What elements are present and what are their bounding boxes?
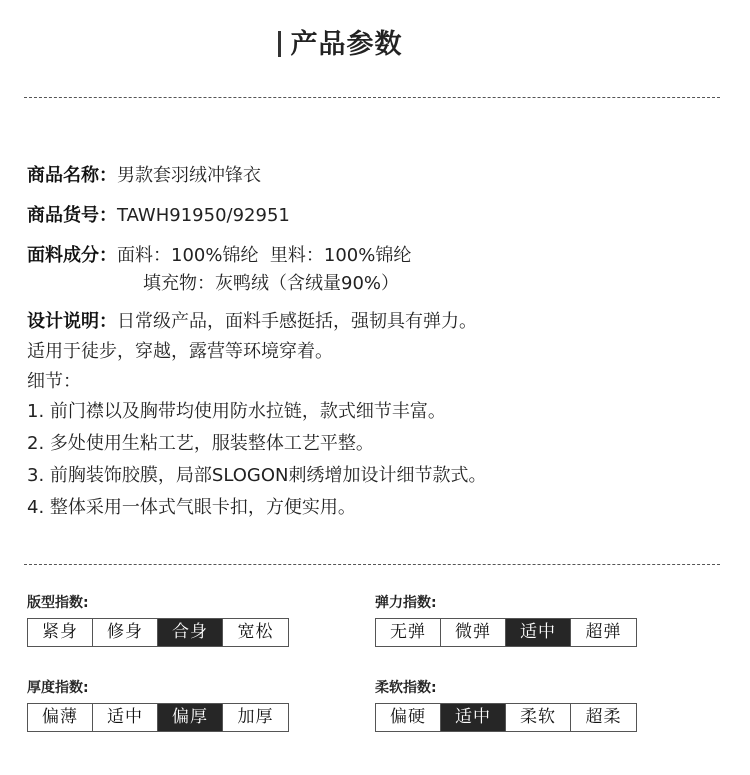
softness-index-scale — [375, 703, 637, 732]
fill-row: 填充物：灰鸭绒（含绒量90%） — [143, 273, 400, 294]
elasticity-option: 无弹 — [376, 619, 441, 646]
product-sku-value: TAWH91950/92951 — [117, 205, 290, 226]
elasticity-option: 适中 — [506, 619, 571, 646]
thickness-option: 偏薄 — [28, 704, 93, 731]
fit-option: 紧身 — [28, 619, 93, 646]
softness-option: 偏硬 — [376, 704, 441, 731]
thickness-index-label: 厚度指数: — [27, 680, 89, 696]
page-title-text: 产品参数 — [290, 29, 403, 60]
product-name-key: 商品名称： — [27, 165, 117, 186]
title-bar — [278, 31, 281, 57]
elasticity-option: 微弹 — [441, 619, 506, 646]
product-name-row — [27, 164, 261, 188]
fit-index-label: 版型指数: — [27, 595, 89, 611]
softness-index-label: 柔软指数: — [375, 680, 437, 696]
detail-item: 4. 整体采用一体式气眼卡扣，方便实用。 — [27, 497, 356, 518]
thickness-option: 偏厚 — [158, 704, 223, 731]
elasticity-index-label: 弹力指数: — [375, 595, 437, 611]
top-divider — [24, 97, 720, 98]
design-row — [27, 310, 477, 334]
product-sku-key: 商品货号： — [27, 205, 117, 226]
detail-item: 1. 前门襟以及胸带均使用防水拉链，款式细节丰富。 — [27, 401, 446, 422]
fabric-key: 面料成分： — [27, 245, 117, 266]
fit-index-scale — [27, 618, 289, 647]
page-title — [0, 22, 680, 61]
product-sku-row — [27, 204, 290, 228]
elasticity-option: 超弹 — [585, 622, 622, 642]
fit-option: 宽松 — [237, 622, 274, 642]
design-value: 日常级产品，面料手感挺括，强韧具有弹力。 — [117, 311, 477, 332]
detail-item: 3. 前胸装饰胶膜，局部SLOGON刺绣增加设计细节款式。 — [27, 465, 487, 486]
softness-option: 超柔 — [585, 707, 622, 727]
detail-item: 2. 多处使用生粘工艺，服装整体工艺平整。 — [27, 433, 374, 454]
thickness-option: 加厚 — [237, 707, 274, 727]
softness-option: 适中 — [441, 704, 506, 731]
bottom-divider — [24, 564, 720, 565]
fit-option: 修身 — [93, 619, 158, 646]
softness-option: 柔软 — [506, 704, 571, 731]
product-name-value: 男款套羽绒冲锋衣 — [117, 165, 261, 186]
elasticity-index-scale — [375, 618, 637, 647]
detail-heading: 细节： — [27, 371, 81, 392]
design-key: 设计说明： — [27, 311, 117, 332]
thickness-option: 适中 — [93, 704, 158, 731]
thickness-index-scale — [27, 703, 289, 732]
usage-line: 适用于徒步，穿越，露营等环境穿着。 — [27, 341, 333, 362]
fit-option: 合身 — [158, 619, 223, 646]
fabric-value: 面料：100%锦纶 里料：100%锦纶 — [117, 245, 412, 266]
fabric-row — [27, 244, 411, 268]
